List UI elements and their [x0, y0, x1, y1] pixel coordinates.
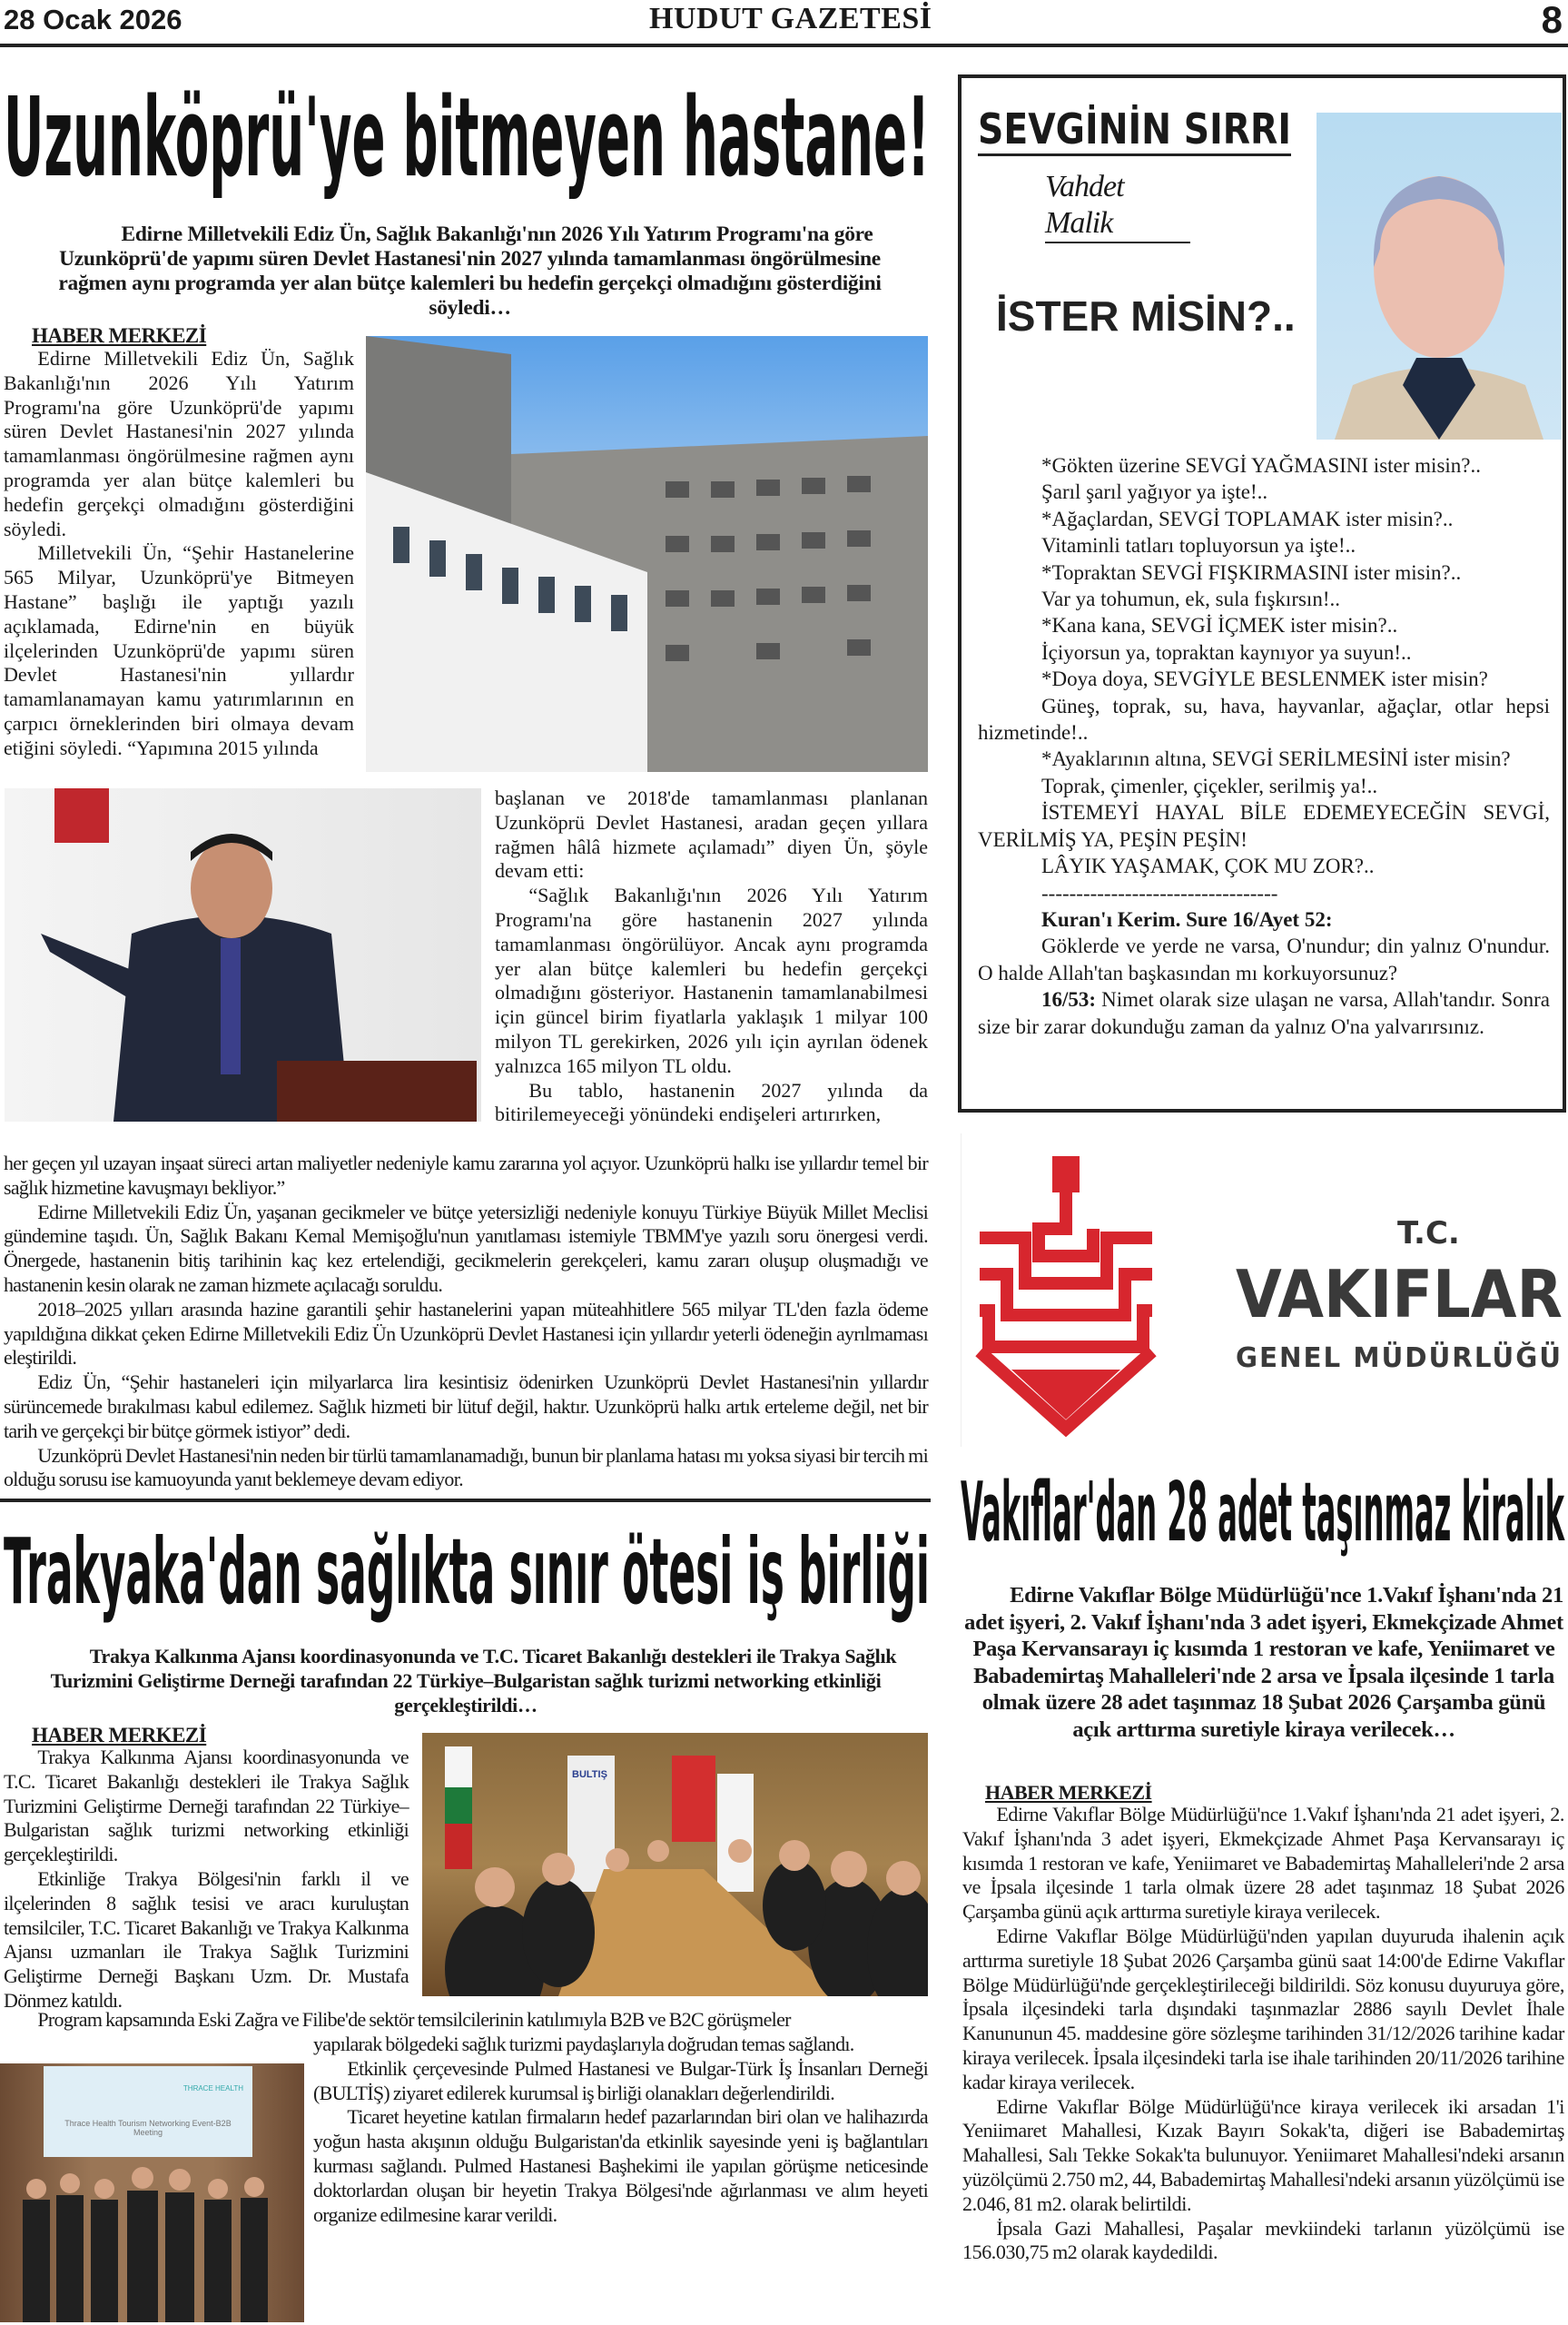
vakiflar-emblem-icon	[971, 1138, 1161, 1438]
article1-headline-wrap	[4, 71, 930, 207]
article2-col2	[313, 2033, 928, 2227]
vakiflar-name: VAKIFLAR	[1236, 1256, 1563, 1332]
column-title: İSTER MİSİN?..	[996, 292, 1296, 340]
column-line: *Doya doya, SEVGİYLE BESLENMEK ister misin?	[1041, 668, 1488, 691]
hospital-building-image	[366, 336, 928, 772]
article3-body	[962, 1803, 1564, 2265]
paragraph: Edirne Vakıflar Bölge Müdürlüğü'nce 1.Vakıf İşhanı'nda 21 adet işyeri, 2. Vakıf İşhanı'nda 3 adet işyeri, Ekmekçizade Ahmet Paşa Kervansarayı iç kısımda 1 restoran ve kafe, Yeniimaret ve Babademirtaş Mahalleleri'nde 2 arsa ve İpsala ilçesinde 1 tarla olmak üzere 28 adet taşınmaz 18 Şubat 2026 Çarşamba günü açık arttırma suretiyle kiraya verilecek.	[962, 1803, 1564, 1924]
paragraph: Edirne Vakıflar Bölge Müdürlüğü'nce kiraya verilecek iki arsadan 1'i Yeniimaret Mahallesi, Kızak Bayırı Sokak'ta, diğeri ise Babademirtaş Mahallesi, Salı Tekke Sokak'ta bulunuyor. Yeniimaret Mahallesi'ndeki arsanın yüzölçümü 2.750 m2, 44, Babademirtaş Mahallesi'ndeki arsanın yüzölçümü ise 2.046, 81 m2. olarak belirtildi.	[962, 2094, 1564, 2215]
column-line: *Ağaçlardan, SEVGİ TOPLAMAK ister misin?..	[1041, 507, 1454, 530]
paragraph: Program kapsamında Eski Zağra ve Filibe'de sektör temsilcilerinin katılımıyla B2B ve B2C görüşmeler	[37, 2008, 791, 2031]
paragraph: Edirne Milletvekili Ediz Ün, Sağlık Bakanlığı'nın 2026 Yılı Yatırım Programı'na göre Uzunköprü'de yapımı süren Devlet Hastanesi'nin 2027 yılında tamamlanması öngörülmesine rağmen aynı programda yer alan bütçe kalemleri bu hedefin gerçekçi olmadığını gösterdiğini söyledi.	[4, 347, 354, 540]
article2-headline-wrap	[4, 1515, 930, 1628]
paragraph: İpsala Gazi Mahallesi, Paşalar mevkiindeki tarlanın yüzölçümü ise 156.030,75 m2 olarak kaydedildi.	[962, 2216, 1564, 2264]
author-photo	[1317, 113, 1562, 440]
hospital-construction-photo	[366, 336, 928, 772]
column-line: LÂYIK YAŞAMAK, ÇOK MU ZOR?..	[1041, 855, 1375, 878]
article1-col1	[4, 347, 354, 761]
page-header	[0, 0, 1568, 47]
paragraph: yapılarak bölgedeki sağlık turizmi paydaşlarıyla doğrudan temas sağlandı.	[313, 2033, 854, 2055]
quote-text	[978, 986, 1550, 1040]
quote-title: Kuran'ı Kerim. Sure 16/Ayet 52:	[1041, 907, 1333, 931]
article1-col2	[495, 787, 928, 1127]
article3-headline-wrap	[961, 1460, 1564, 1565]
article3-byline: HABER MERKEZİ	[985, 1781, 1152, 1804]
column-line: İSTEMEYİ HAYAL BİLE EDEMEYECEĞİN SEVGİ, VERİLMİŞ YA, PEŞİN PEŞİN!	[978, 801, 1550, 851]
article3-subhead: Edirne Vakıflar Bölge Müdürlüğü'nce 1.Vakıf İşhanı'nda 21 adet işyeri, 2. Vakıf İşhanı'nda 3 adet işyeri, Ekmekçizade Ahmet Paşa Kervansarayı iç kısımda 1 restoran ve kafe, Yeniimaret ve Babademirtaş Mahalleleri'nde 2 arsa ve İpsala ilçesinde 1 tarla olmak üzere 28 adet taşınmaz 18 Şubat 2026 Çarşamba günü açık arttırma suretiyle kiraya verilecek…	[964, 1583, 1563, 1742]
vakiflar-name-wrap	[1236, 1256, 1563, 1333]
column-separator: ----------------------------------	[1041, 881, 1278, 905]
column-line: Vitaminli tatları topluyorsun ya işte!..	[1041, 534, 1356, 558]
paragraph: Edirne Vakıflar Bölge Müdürlüğü'nden yapılan duyuruda ihalenin açık arttırma suretiyle 18 Şubat 2026 Çarşamba günü saat 14:00'de Edirne Vakıflar Bölge Müdürlüğü'nde gerçekleştirileceği bildirildi. Söz konusu duyuruya göre, İpsala ilçesindeki tarla dışındaki taşınmazlar 2886 sayılı Devlet İhale Kanununun 45. maddesine göre sözleşme tarihinden 31/12/2026 tarihine kadar kiraya verilecek. İpsala ilçesindeki tarla ise ihale tarihinden 20/11/2026 tarihine kadar kiraya verilecek.	[962, 1924, 1564, 2093]
column-series-wrap	[978, 105, 1291, 156]
article1-full-width	[4, 1152, 928, 1492]
quote-text: Göklerde ve yerde ne varsa, O'nundur; din yalnız O'nundur. O halde Allah'tan başkasından mı korkuyorsunuz?	[978, 935, 1550, 984]
meeting-table-image	[422, 1733, 928, 1996]
author-portrait-image	[1317, 113, 1562, 440]
bultis-banner: BULTIŞ	[572, 1769, 607, 1780]
paragraph: Ticaret heyetine katılan firmaların hedef pazarlarından biri olan ve halihazırda yoğun hasta akışının olduğu Bulgaristan'da etkinlik sayesinde yeni iş bağlantıları kurması sağlandı. Pulmed Hastanesi Başhekimi ile yapılan görüşme neticesinde doktorlardan oluşan bir heyetin Trakya Bölgesi'nde ağırlanması ve alım heyeti organize edilmesine karar verildi.	[313, 2105, 928, 2226]
vakiflar-logo	[961, 1133, 1568, 1447]
group-photo	[0, 2063, 304, 2322]
paragraph: 2018–2025 yılları arasında hazine garantili şehir hastanelerini yapan müteahhitlere 565 milyar TL'den fazla ödeme yapıldığına dikkat çeken Edirne Milletvekili Ediz Ün Uzunköprü Devlet Hastanesi için yıllardır yeterli ödeneğin ayrılmaması eleştirildi.	[4, 1297, 928, 1370]
article1-headline: Uzunköprü'ye bitmeyen hastane!	[4, 75, 930, 202]
article2-subhead: Trakya Kalkınma Ajansı koordinasyonunda ve T.C. Ticaret Bakanlığı destekleri ile Trakya Sağlık Turizmini Geliştirme Derneği tarafından 22 Türkiye–Bulgaristan sağlık turizmi networking etkinliği gerçekleştirildi…	[50, 1645, 897, 1717]
paragraph: Trakya Kalkınma Ajansı koordinasyonunda ve T.C. Ticaret Bakanlığı destekleri ile Trakya Sağlık Turizmini Geliştirme Derneği tarafından 22 Türkiye–Bulgaristan sağlık turizmi networking etkinliği gerçekleştirildi.	[4, 1746, 409, 1866]
article2-full-line	[4, 2008, 928, 2033]
header-rule	[0, 44, 1568, 47]
quote-body: Nimet olarak size ulaşan ne varsa, Allah'tandır. Sonra size bir zarar dokunduğu zaman da yalnız O'na yalvarırsınız.	[978, 988, 1550, 1038]
vakiflar-tc: T.C.	[1397, 1215, 1460, 1252]
paragraph: Etkinliğe Trakya Bölgesi'nin farklı il ve ilçelerinden 8 sağlık tesisi ve aracı kuruluştan temsilciler, T.C. Ticaret Bakanlığı ve Trakya Kalkınma Ajansı uzmanları ile Trakya Sağlık Turizmini Geliştirme Derneği Başkanı Uzm. Dr. Mustafa Dönmez katıldı.	[4, 1866, 409, 2012]
screen-text: Thrace Health Tourism Networking Event-B2B Meeting	[64, 2119, 232, 2137]
paragraph: Milletvekili Ün, “Şehir Hastanelerine 565 Milyar, Uzunköprü'ye Bitmeyen Hastane” başlığı ile yaptığı yazılı açıklamada, Edirne'nin en büyük ilçelerinden Uzunköprü'de yapımı süren Devlet Hastanesi'nin yıllardır tamamlanamayan kamu yatırımlarının en çarpıcı örneklerinden biri olmaya devam etiğini söyledi. “Yapımına 2015 yılında	[4, 541, 354, 759]
newspaper-name: HUDUT GAZETESİ	[649, 2, 932, 35]
column-line: Güneş, toprak, su, hava, hayvanlar, ağaçlar, otlar hepsi hizmetinde!..	[978, 694, 1550, 745]
paragraph: Ediz Ün, “Şehir hastaneleri için milyarlarca lira kesintisiz ödenirken Uzunköprü Devlet Hastanesi'nin yıllardır sürüncemede bırakılması kabul edilemez. Sağlık hizmeti bir lütuf değil, haktır. Uzunköprü halkı artık erteleme değil, net bir tarih ve gerçekçi bir bütçe görmek istiyor” dedi.	[4, 1370, 928, 1442]
article2-byline: HABER MERKEZİ	[32, 1724, 207, 1746]
column-series-title: SEVGİNİN SIRRI	[978, 104, 1291, 153]
opinion-column-box	[958, 74, 1566, 1113]
section-divider	[0, 1499, 931, 1502]
column-line: *Kana kana, SEVGİ İÇMEK ister misin?..	[1041, 614, 1398, 638]
vakiflar-sub: GENEL MÜDÜRLÜĞÜ	[1236, 1342, 1563, 1374]
paragraph: Etkinlik çerçevesinde Pulmed Hastanesi ve Bulgar-Türk İş İnsanları Derneği (BULTİŞ) ziyaret edilerek kurumsal iş birliği olanakları değerlendirildi.	[313, 2056, 928, 2104]
column-line: Toprak, çimenler, çiçekler, serilmiş ya!..	[1041, 774, 1378, 797]
paragraph: Bu tablo, hastanenin 2027 yılında da bitirilemeyeceği yönündeki endişeleri artırırken,	[495, 1078, 928, 1126]
vakiflar-sub-wrap	[1236, 1341, 1563, 1377]
column-line: *Gökten üzerine SEVGİ YAĞMASINI ister misin?..	[1041, 454, 1481, 477]
screen-logo: THRACE HEALTH	[182, 2084, 243, 2092]
issue-date: 28 Ocak 2026	[4, 4, 182, 35]
article2-headline: Trakyaka'dan sağlıkta sınır ötesi iş birliği	[4, 1519, 930, 1625]
column-line: *Topraktan SEVGİ FIŞKIRMASINI ister misin?..	[1041, 560, 1462, 584]
column-line: İçiyorsun ya, topraktan kaynıyor ya suyun!..	[1041, 640, 1412, 664]
column-author: Vahdet Malik	[1045, 169, 1190, 243]
article1-byline: HABER MERKEZİ	[32, 324, 207, 347]
article2-col1	[4, 1746, 409, 2013]
page-number: 8	[1541, 0, 1563, 41]
paragraph: her geçen yıl uzayan inşaat süreci artan maliyetler nedeniyle kamu zararına yol açıyor. Uzunköprü halkı ise yıllardır temel bir sağlık hizmetine kavuşmayı bekliyor.”	[4, 1152, 928, 1199]
article3-headline: Vakıflar'dan 28 adet taşınmaz kiralık	[961, 1465, 1564, 1560]
politician-photo	[5, 788, 481, 1122]
paragraph: Edirne Milletvekili Ediz Ün, yaşanan gecikmeler ve bütçe yetersizliği nedeniyle konuyu Türkiye Büyük Millet Meclisi gündemine taşıdı. Ün, Sağlık Bakanı Kemal Memişoğlu'nun yanıtlaması istemiyle TBMM'ye yazılı soru önergesi verdi. Önergede, hastanenin bitiş tarihinin kaç kez ertelendiği, gecikmelerin gerekçeleri, kamu zararı oluşup oluşmadığı ve hastanenin kesin olarak ne zaman hizmete açılacağı soruldu.	[4, 1200, 928, 1296]
politician-speaking-image	[5, 788, 481, 1122]
column-line: *Ayaklarının altına, SEVGİ SERİLMESİNİ ister misin?	[1041, 747, 1511, 771]
paragraph: başlanan ve 2018'de tamamlanması planlanan Uzunköprü Devlet Hastanesi, aradan geçen yıllara rağmen hâlâ hizmete açılamadı” diyen Ün, şöyle devam etti:	[495, 787, 928, 883]
paragraph: “Sağlık Bakanlığı'nın 2026 Yılı Yatırım Programı'na göre hastanenin 2027 yılında tamamlanması öngörülüyor. Ancak aynı programda yer alan bütçe kalemleri bu hedefin gerçekçi olmadığını gösteriyor. Hastanenin tamamlanabilmesi için güncel birim fiyatlarla yaklaşık 1 milyar 100 milyon TL gerekirken, 2026 yılı için ayrılan ödenek yalnızca 165 milyon TL oldu.	[495, 884, 928, 1077]
column-line: Var ya tohumun, ek, sula fışkırsın!..	[1041, 588, 1340, 611]
article1-subhead: Edirne Milletvekili Ediz Ün, Sağlık Bakanlığı'nın 2026 Yılı Yatırım Programı'na göre Uzunköprü'de yapımı süren Devlet Hastanesi'nin 2027 yılında tamamlanması öngörülmesine rağmen aynı programda yer alan bütçe kalemleri bu hedefin gerçekçi olmadığını gösterdiğini söyledi…	[58, 223, 882, 320]
column-body	[978, 452, 1550, 1040]
column-line: Şarıl şarıl yağıyor ya işte!..	[1041, 480, 1268, 504]
quote-ref: 16/53:	[1041, 988, 1097, 1012]
meeting-photo	[422, 1733, 928, 1996]
group-people-image	[0, 2063, 304, 2322]
paragraph: Uzunköprü Devlet Hastanesi'nin neden bir türlü tamamlanamadığı, bunun bir planlama hatası mı yoksa siyasi bir tercih mi olduğu sorusu ise kamuoyunda yanıt beklemeye devam ediyor.	[4, 1443, 928, 1491]
